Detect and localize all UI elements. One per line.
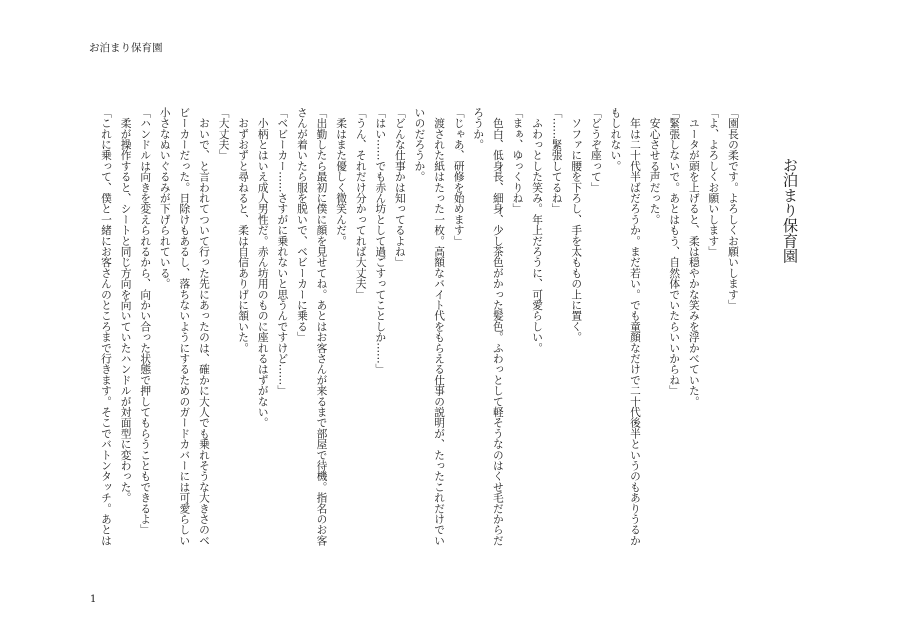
text-column: 「ハンドルは向きを変えられるから、向かい合った状態で押してもらうこともできるよ」 <box>139 107 153 535</box>
text-column: 安心させる声だった。 <box>648 107 662 225</box>
text-column: 「うん、それだけ分かってれば大丈夫」 <box>354 107 368 300</box>
text-column: 「どんな仕事かは知ってるよね」 <box>393 107 407 268</box>
text-column: 「はい……でも赤ん坊として過ごすってことしか……」 <box>374 107 388 375</box>
text-column: ふわっとした笑み。年上だろうに、可愛らしい。 <box>531 107 545 354</box>
text-column: 「……緊張してるね」 <box>550 107 564 214</box>
text-column: もしれない。 <box>609 107 623 172</box>
text-column: 「どうぞ座って」 <box>589 107 603 193</box>
text-column: さんが着いたら服を脱いで、ベビーカーに乗る」 <box>295 107 309 343</box>
page-number: 1 <box>90 594 97 605</box>
text-column: ユータが頭を上げると、柔は穏やかな笑みを浮かべていた。 <box>687 107 701 407</box>
text-column: ソファに腰を下ろし、手を太ももの上に置く。 <box>570 107 584 343</box>
text-column: 「ベビーカー……さすがに乗れないと思うんですけど……」 <box>276 107 290 396</box>
text-column: 渡された紙はたった一枚。高額なバイト代をもらえる仕事の説明が、たったこれだけでい <box>433 107 447 546</box>
text-column: 柔はまた優しく微笑んだ。 <box>335 107 349 247</box>
text-column: 色白、低身長、細身、少し茶色がかった髪色。ふわっとして軽そうなのはくせ毛だからだ <box>491 107 505 546</box>
chapter-title: お泊まり保育園 <box>781 157 799 264</box>
text-column: 「これに乗って、僕と一緒にお客さんのところまで行きます。そこでバトンタッチ。あとは <box>100 107 113 546</box>
text-column: 「園長の柔です。よろしくお願いします」 <box>727 107 740 311</box>
text-column: 年は二十代半ばだろうか。まだ若い。でも童顔なだけで二十代後半というのもありうるか <box>629 107 643 546</box>
text-column: いのだろうか。 <box>413 107 427 182</box>
text-column: 「緊張しないで。あとはもう、自然体でいたらいいからね」 <box>668 107 682 396</box>
text-column: ろうか。 <box>472 107 486 150</box>
text-column: 「よ、よろしくお願いします」 <box>707 107 721 257</box>
text-column: 小さなぬいぐるみが下げられている。 <box>158 107 172 289</box>
text-column: 「まぁ、ゆっくりね」 <box>511 107 525 214</box>
body-text <box>96 107 743 553</box>
text-column: 「出勤したら最初に僕に顔を見せてね。あとはお客さんが来るまで部屋で待機。指名のお客 <box>315 107 329 546</box>
running-header: お泊まり保育園 <box>89 42 163 54</box>
text-column: 「じゃあ、研修を始めます」 <box>452 107 466 247</box>
text-column: おずおずと尋ねると、柔は自信ありげに頷いた。 <box>237 107 251 354</box>
text-column: ビーカーだった。日除けもあるし、落ちないようにするためのガードカバーには可愛らしい <box>178 107 192 546</box>
text-column: 「大丈夫」 <box>217 107 231 161</box>
text-column: 柔が操作すると、シートと同じ方向を向いていたハンドルが対面型に変わった。 <box>119 107 133 503</box>
text-column: 小柄とはいえ成人男性だ。赤ん坊用のものに座れるはずがない。 <box>256 107 270 428</box>
text-column: おいで、と言われてついて行った先にあったのは、確かに大人でも乗れそうな大きさのベ <box>197 107 211 546</box>
